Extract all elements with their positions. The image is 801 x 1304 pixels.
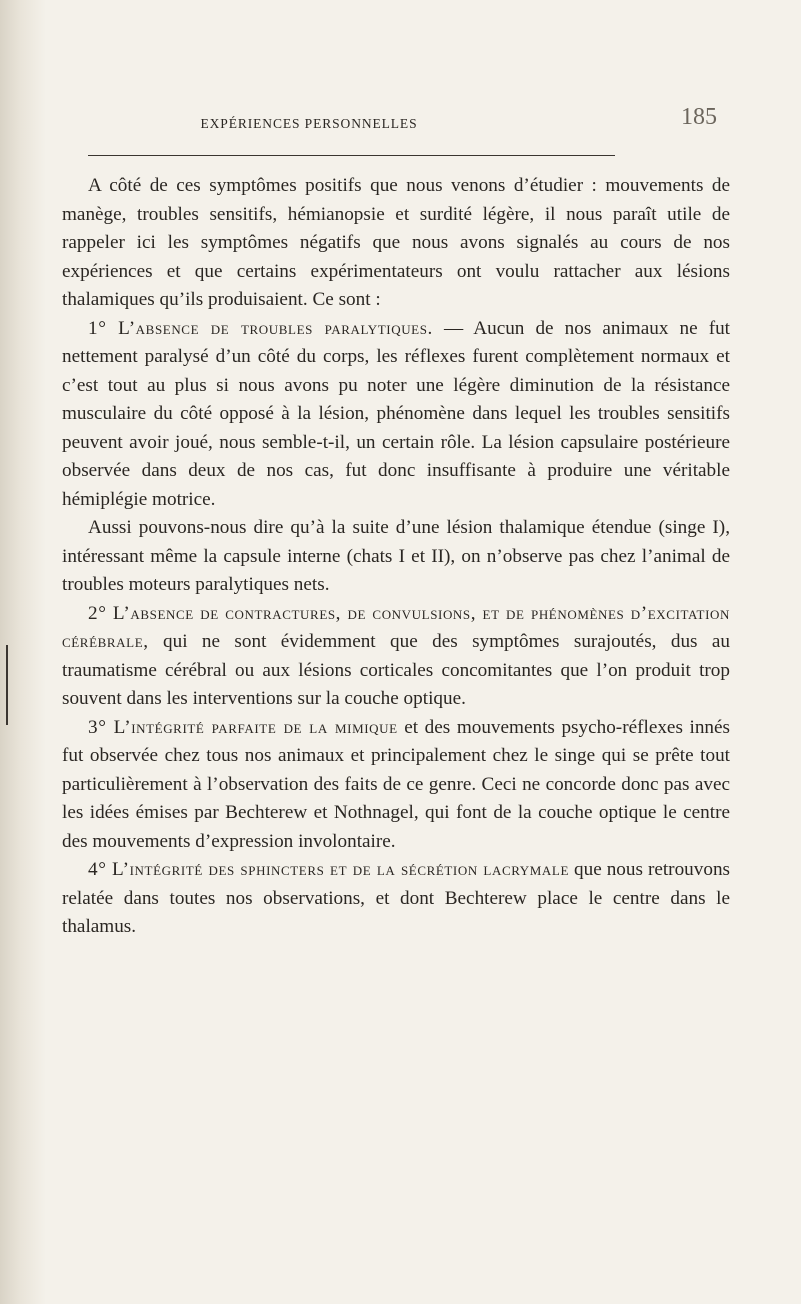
page-header	[89, 100, 729, 148]
paragraph-conclusion: Aussi pouvons-nous dire qu’à la suite d’une lésion thalamique étendue (singe I), intéressant même la capsule interne (chats I et II), on n’observe pas chez l’animal de troubles moteurs paralytiques nets.	[62, 517, 730, 595]
body-mimique: et des mouvements psycho-réflexes innés fut observée chez tous nos animaux et principalement chez le singe qui se prête tout particulièrement à l’observation des faits de ce genre. Ceci ne concorde donc pas avec les idées émises par Bechterew et Nothnagel, qui font de la couche optique le centre des mouvements d’expression involontaire.	[62, 716, 730, 852]
heading-mimique: 3° L’intégrité parfaite de la mimique	[88, 716, 398, 738]
running-title: EXPÉRIENCES PERSONNELLES	[200, 116, 418, 131]
body-contractures: qui ne sont évidemment que des symptômes surajoutés, dus au traumatisme cérébral ou aux lésions corticales concomitantes que l’on produit trop souvent dans les interventions sur la couche optique.	[62, 631, 730, 709]
paragraph-paralysis	[62, 315, 730, 515]
margin-mark	[6, 645, 8, 725]
body-paralysis: — Aucun de nos animaux ne fut nettement paralysé d’un côté du corps, les réflexes furent complètement normaux et c’est tout au plus si nous avons pu noter une légère diminution de la résistance musculaire du côté opposé à la lésion, phénomène dans lequel les troubles sensitifs peuvent avoir joué, nous semble-t-il, un certain rôle. La lésion capsulaire postérieure observée dans deux de nos cas, fut donc insuffisante à produire une véritable hémiplégie motrice.	[62, 317, 731, 510]
heading-contractures: 2° L’absence de contractures, de convulsions, et de phénomènes d’excitation cérébrale,	[62, 602, 730, 652]
body-sphincters: que nous retrouvons relatée dans toutes nos observations, et dont Bechterew place le centre dans le thalamus.	[62, 859, 731, 937]
paragraph-mimique	[62, 714, 730, 857]
body-text	[62, 172, 730, 942]
paragraph-sphincters	[62, 856, 730, 942]
paragraph-contractures	[62, 600, 730, 714]
header-rule	[88, 155, 615, 156]
heading-sphincters: 4° L’intégrité des sphincters et de la sécrétion lacrymale	[88, 859, 570, 880]
paragraph-intro: A côté de ces symptômes positifs que nous venons d’étudier : mouvements de manège, troubles sensitifs, hémianopsie et surdité légère, il nous paraît utile de rappeler ici les symptômes négatifs que nous avons signalés au cours de nos expériences et que certains expérimentateurs ont voulu rattacher aux lésions thalamiques qu’ils produisaient. Ce sont :	[62, 175, 730, 310]
heading-paralysis: 1° L’absence de troubles paralytiques.	[88, 317, 433, 339]
page-number: 185	[681, 104, 717, 130]
